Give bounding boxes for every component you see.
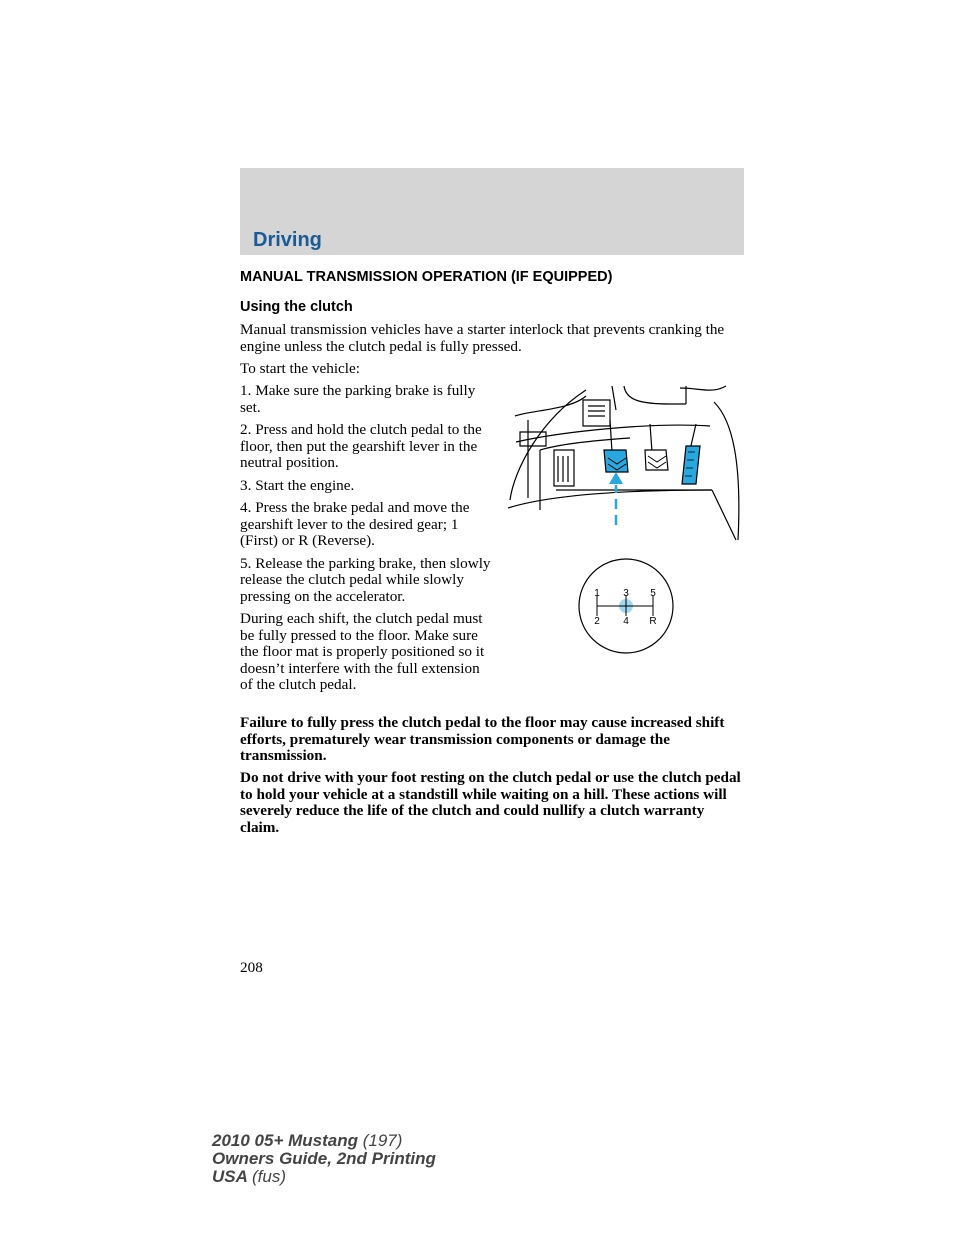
warning-2: Do not drive with your foot resting on the clutch pedal or use the clutch pedal to hold your vehicle at a standstill while waiting on a hill. These actions will severely reduce the life of the clutch and could nullify a clutch warranty claim.	[240, 769, 741, 836]
footer-line-3	[212, 1168, 436, 1186]
footer-market: USA	[212, 1167, 248, 1186]
page-title: Driving	[253, 229, 322, 251]
brake-pedal	[645, 450, 668, 470]
shift-note: During each shift, the clutch pedal must be fully pressed to the floor. Make sure the floor mat is properly positioned so it doesn’t interfere with the full extension of the clutch pedal.	[240, 610, 485, 693]
intro-paragraph: Manual transmission vehicles have a starter interlock that prevents cranking the engine unless the clutch pedal is fully pressed.	[240, 321, 725, 355]
gear-4-label: 4	[623, 616, 629, 627]
warning-1: Failure to fully press the clutch pedal to the floor may cause increased shift efforts, prematurely wear transmission components or damage the transmission.	[240, 714, 725, 764]
clutch-illustration	[500, 380, 750, 665]
footer-line-2: Owners Guide, 2nd Printing	[212, 1149, 436, 1168]
sub-heading: Using the clutch	[240, 299, 353, 315]
section-heading: MANUAL TRANSMISSION OPERATION (IF EQUIPPED)	[240, 269, 613, 285]
footer-market-code: (fus)	[252, 1167, 286, 1186]
footer-line-1	[212, 1132, 436, 1150]
footer-model: 2010 05+ Mustang	[212, 1131, 358, 1150]
page-number: 208	[240, 959, 263, 976]
footer	[212, 1132, 436, 1186]
step-3: 3. Start the engine.	[240, 476, 355, 494]
gear-3-label: 3	[623, 588, 629, 599]
gear-1-label: 1	[594, 588, 600, 599]
gear-5-label: 5	[650, 588, 656, 599]
gear-2-label: 2	[594, 616, 600, 627]
accelerator-pedal	[682, 446, 700, 484]
step-5: 5. Release the parking brake, then slowly release the clutch pedal while slowly pressing on the accelerator.	[240, 554, 491, 605]
gear-r-label: R	[649, 616, 657, 627]
shift-pattern-diagram	[579, 559, 673, 653]
step-2: 2. Press and hold the clutch pedal to the floor, then put the gearshift lever in the neutral position.	[240, 421, 482, 471]
press-direction-arrow	[609, 472, 623, 525]
step-4: 4. Press the brake pedal and move the gearshift lever to the desired gear; 1 (First) or R (Reverse).	[240, 499, 470, 549]
clutch-pedal	[604, 450, 628, 472]
footer-model-code: (197)	[362, 1131, 403, 1150]
step-1: 1. Make sure the parking brake is fully set.	[240, 382, 476, 416]
to-start-text: To start the vehicle:	[240, 360, 360, 377]
steps-list	[240, 383, 496, 700]
